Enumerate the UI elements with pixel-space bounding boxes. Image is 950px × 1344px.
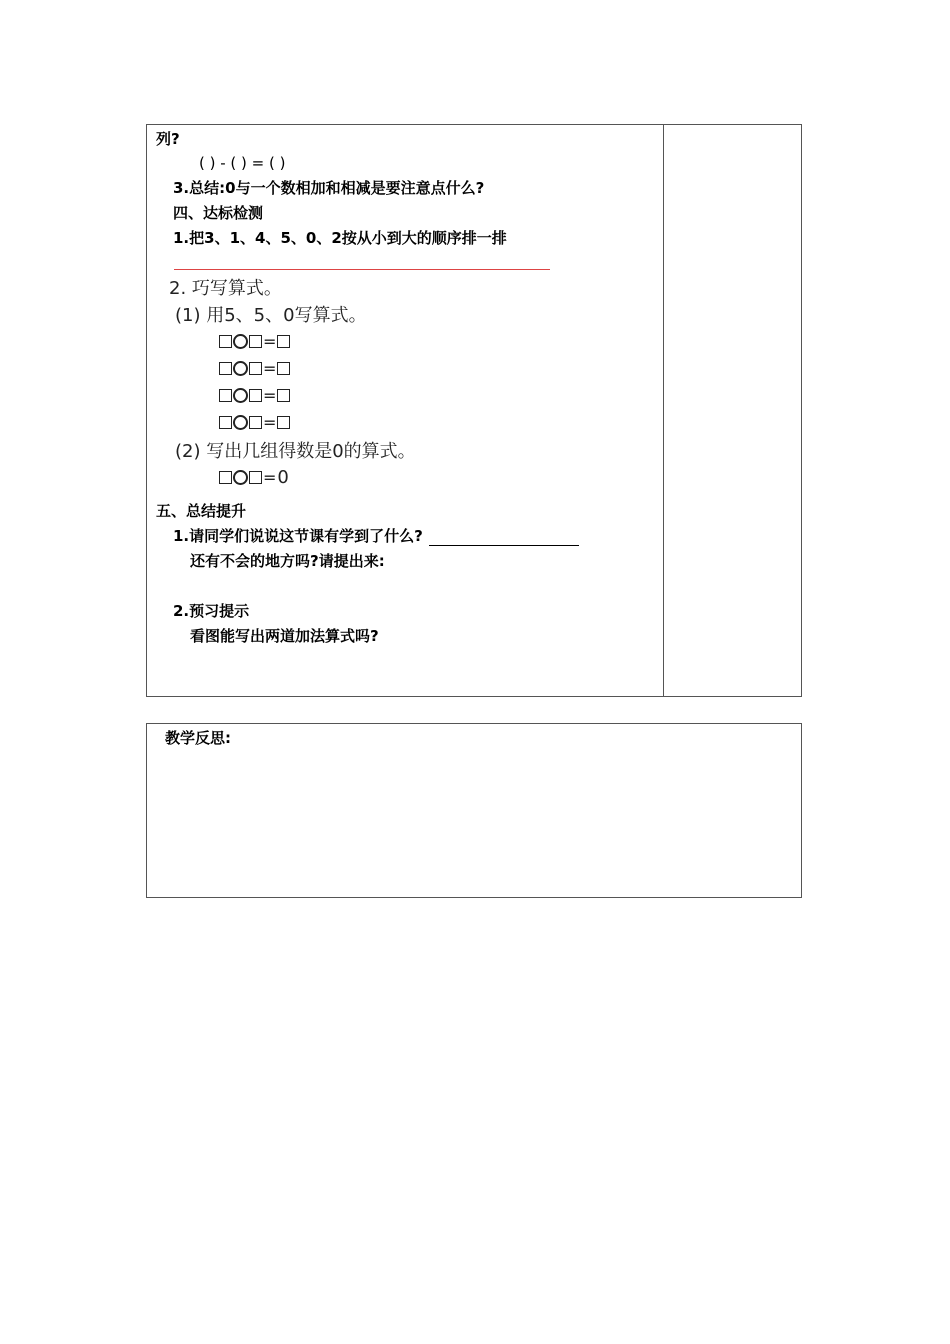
box-icon xyxy=(219,416,232,429)
lesson-table xyxy=(146,124,802,697)
box-icon xyxy=(277,416,290,429)
summary-question: 3.总结:0与一个数相加和相减是要注意点什么? xyxy=(173,179,485,197)
formula-row xyxy=(219,412,290,434)
box-icon xyxy=(249,416,262,429)
q2-part2: (2) 写出几组得数是0的算式。 xyxy=(175,441,416,462)
equals-sign: = xyxy=(263,332,277,351)
summary-item-1-text: 1.请同学们说说这节课有学到了什么? xyxy=(173,527,423,545)
summary-item-2-sub: 看图能写出两道加法算式吗? xyxy=(190,627,379,645)
reflection-box xyxy=(146,723,802,898)
circle-icon xyxy=(233,388,248,403)
answer-blank xyxy=(429,529,579,546)
box-icon xyxy=(249,335,262,348)
circle-icon xyxy=(233,415,248,430)
equals-sign: = xyxy=(263,468,277,487)
blank-equation: ( ) - ( ) = ( ) xyxy=(199,154,286,172)
circle-icon xyxy=(233,334,248,349)
section-title-4: 四、达标检测 xyxy=(173,204,264,222)
section-title-5: 五、总结提升 xyxy=(156,502,247,520)
equals-sign: = xyxy=(263,413,277,432)
zero-result: 0 xyxy=(277,467,289,488)
box-icon xyxy=(219,471,232,484)
box-icon xyxy=(219,335,232,348)
circle-icon xyxy=(233,470,248,485)
ordering-question: 1.把3、1、4、5、0、2按从小到大的顺序排一排 xyxy=(173,229,507,247)
box-icon xyxy=(277,335,290,348)
box-icon xyxy=(249,389,262,402)
equals-sign: = xyxy=(263,359,277,378)
formula-row xyxy=(219,385,290,407)
formula-row xyxy=(219,358,290,380)
box-icon xyxy=(249,362,262,375)
circle-icon xyxy=(233,361,248,376)
summary-item-2: 2.预习提示 xyxy=(173,602,250,620)
box-icon xyxy=(277,389,290,402)
equals-sign: = xyxy=(263,386,277,405)
box-icon xyxy=(219,362,232,375)
q2-part1: (1) 用5、5、0写算式。 xyxy=(175,305,367,326)
column-divider xyxy=(663,125,664,696)
text-line: 列? xyxy=(156,130,180,148)
formula-row xyxy=(219,331,290,353)
box-icon xyxy=(277,362,290,375)
formula-row-zero xyxy=(219,467,289,489)
box-icon xyxy=(219,389,232,402)
summary-item-1 xyxy=(173,526,579,546)
reflection-label: 教学反思: xyxy=(165,729,231,747)
answer-line xyxy=(174,269,550,270)
summary-item-1-sub: 还有不会的地方吗?请提出来: xyxy=(190,552,385,570)
box-icon xyxy=(249,471,262,484)
q2-title: 2. 巧写算式。 xyxy=(169,278,282,299)
